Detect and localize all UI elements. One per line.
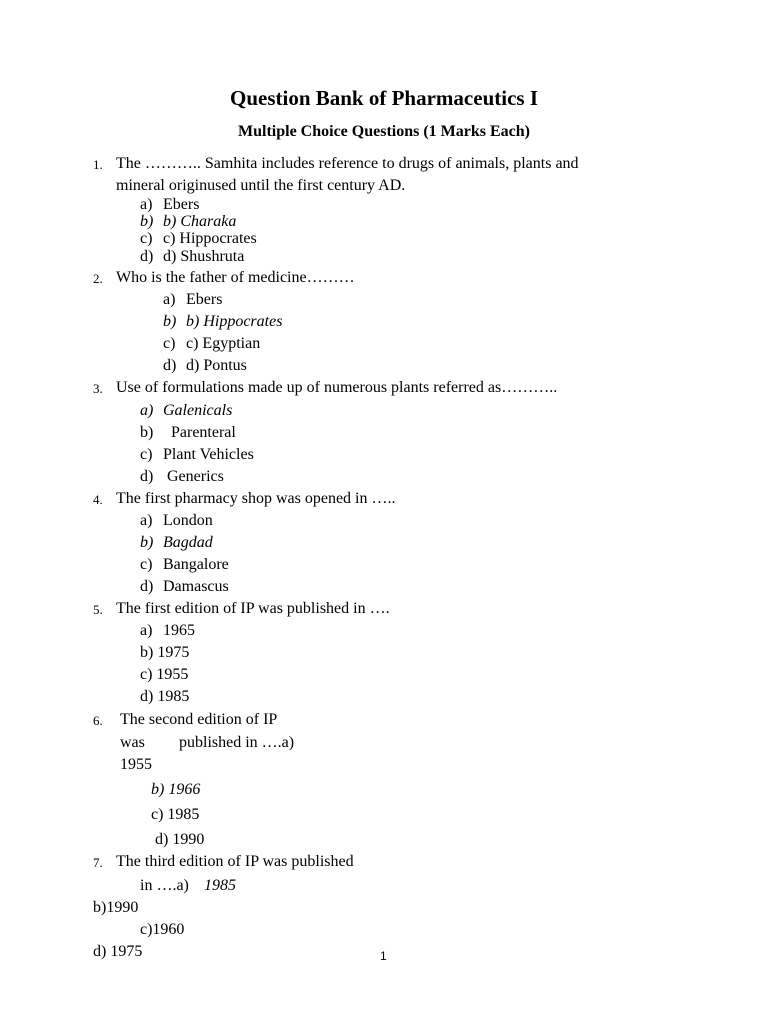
option-text: d) 1990 bbox=[155, 831, 205, 848]
question-text: The second edition of IP bbox=[120, 711, 278, 728]
option-text: 1955 bbox=[120, 756, 152, 773]
question-text: The first pharmacy shop was opened in ….. bbox=[116, 490, 396, 507]
question-number: 2. bbox=[93, 271, 103, 286]
option-marker: b) bbox=[140, 213, 154, 230]
option-text: d) 1985 bbox=[140, 688, 190, 705]
option-marker: d) bbox=[140, 248, 154, 265]
question-number: 6. bbox=[93, 713, 103, 728]
option-text: c)1960 bbox=[140, 921, 185, 938]
option-text: Ebers bbox=[163, 196, 200, 213]
option-text: Plant Vehicles bbox=[163, 446, 254, 463]
option-marker: a) bbox=[140, 512, 153, 529]
page-subtitle: Multiple Choice Questions (1 Marks Each) bbox=[238, 123, 530, 140]
option-text: Galenicals bbox=[163, 402, 233, 419]
option-text: Ebers bbox=[186, 291, 223, 308]
page-title: Question Bank of Pharmaceutics I bbox=[229, 86, 538, 110]
option-text: c) Egyptian bbox=[186, 335, 261, 352]
option-text: b) Hippocrates bbox=[186, 313, 283, 330]
option-text: 1985 bbox=[204, 877, 236, 894]
option-text: Parenteral bbox=[171, 424, 236, 441]
option-marker: d) bbox=[163, 357, 177, 374]
option-marker: b) bbox=[140, 424, 154, 441]
option-text: Bangalore bbox=[163, 556, 229, 573]
option-text: d) Shushruta bbox=[163, 248, 245, 265]
option-marker: b) bbox=[140, 534, 154, 551]
option-marker: c) bbox=[163, 335, 176, 352]
page-number: 1 bbox=[380, 949, 387, 963]
question-number: 7. bbox=[93, 855, 103, 870]
option-marker: b) bbox=[163, 313, 177, 330]
question-text: The third edition of IP was published bbox=[116, 853, 354, 870]
option-text: London bbox=[163, 512, 213, 529]
option-text: 1965 bbox=[163, 622, 195, 639]
option-text: c) Hippocrates bbox=[163, 230, 257, 247]
question-number: 1. bbox=[93, 157, 103, 172]
question-text: The first edition of IP was published in …. bbox=[116, 600, 390, 617]
option-text: c) 1955 bbox=[140, 666, 189, 683]
option-text: b) Charaka bbox=[163, 213, 237, 230]
option-marker: a) bbox=[140, 196, 153, 213]
option-marker: a) bbox=[163, 291, 176, 308]
question-text: mineral originused until the first century AD. bbox=[116, 177, 406, 194]
question-text: published in ….a) bbox=[179, 734, 295, 751]
question-text: The ……….. Samhita includes reference to drugs of animals, plants and bbox=[116, 155, 579, 172]
question-number: 5. bbox=[93, 602, 103, 617]
question-text: in ….a) bbox=[140, 877, 189, 894]
option-text: d) Pontus bbox=[186, 357, 247, 374]
option-text: b)1990 bbox=[93, 899, 139, 916]
option-text: b) 1975 bbox=[140, 644, 190, 661]
option-text: Damascus bbox=[163, 578, 229, 595]
question-text: Who is the father of medicine……… bbox=[116, 269, 355, 286]
question-text: was bbox=[120, 734, 145, 751]
option-marker: c) bbox=[140, 446, 153, 463]
option-text: d) 1975 bbox=[93, 943, 143, 960]
option-marker: c) bbox=[140, 230, 153, 247]
option-text: c) 1985 bbox=[151, 806, 200, 823]
option-text: Bagdad bbox=[163, 534, 213, 551]
question-number: 3. bbox=[93, 381, 103, 396]
question-text: Use of formulations made up of numerous plants referred as……….. bbox=[116, 379, 558, 396]
option-marker: a) bbox=[140, 622, 153, 639]
option-marker: a) bbox=[140, 402, 154, 419]
option-text: Generics bbox=[167, 468, 224, 485]
option-marker: d) bbox=[140, 468, 154, 485]
option-marker: c) bbox=[140, 556, 153, 573]
question-number: 4. bbox=[93, 492, 103, 507]
option-text: b) 1966 bbox=[151, 781, 201, 798]
option-marker: d) bbox=[140, 578, 154, 595]
